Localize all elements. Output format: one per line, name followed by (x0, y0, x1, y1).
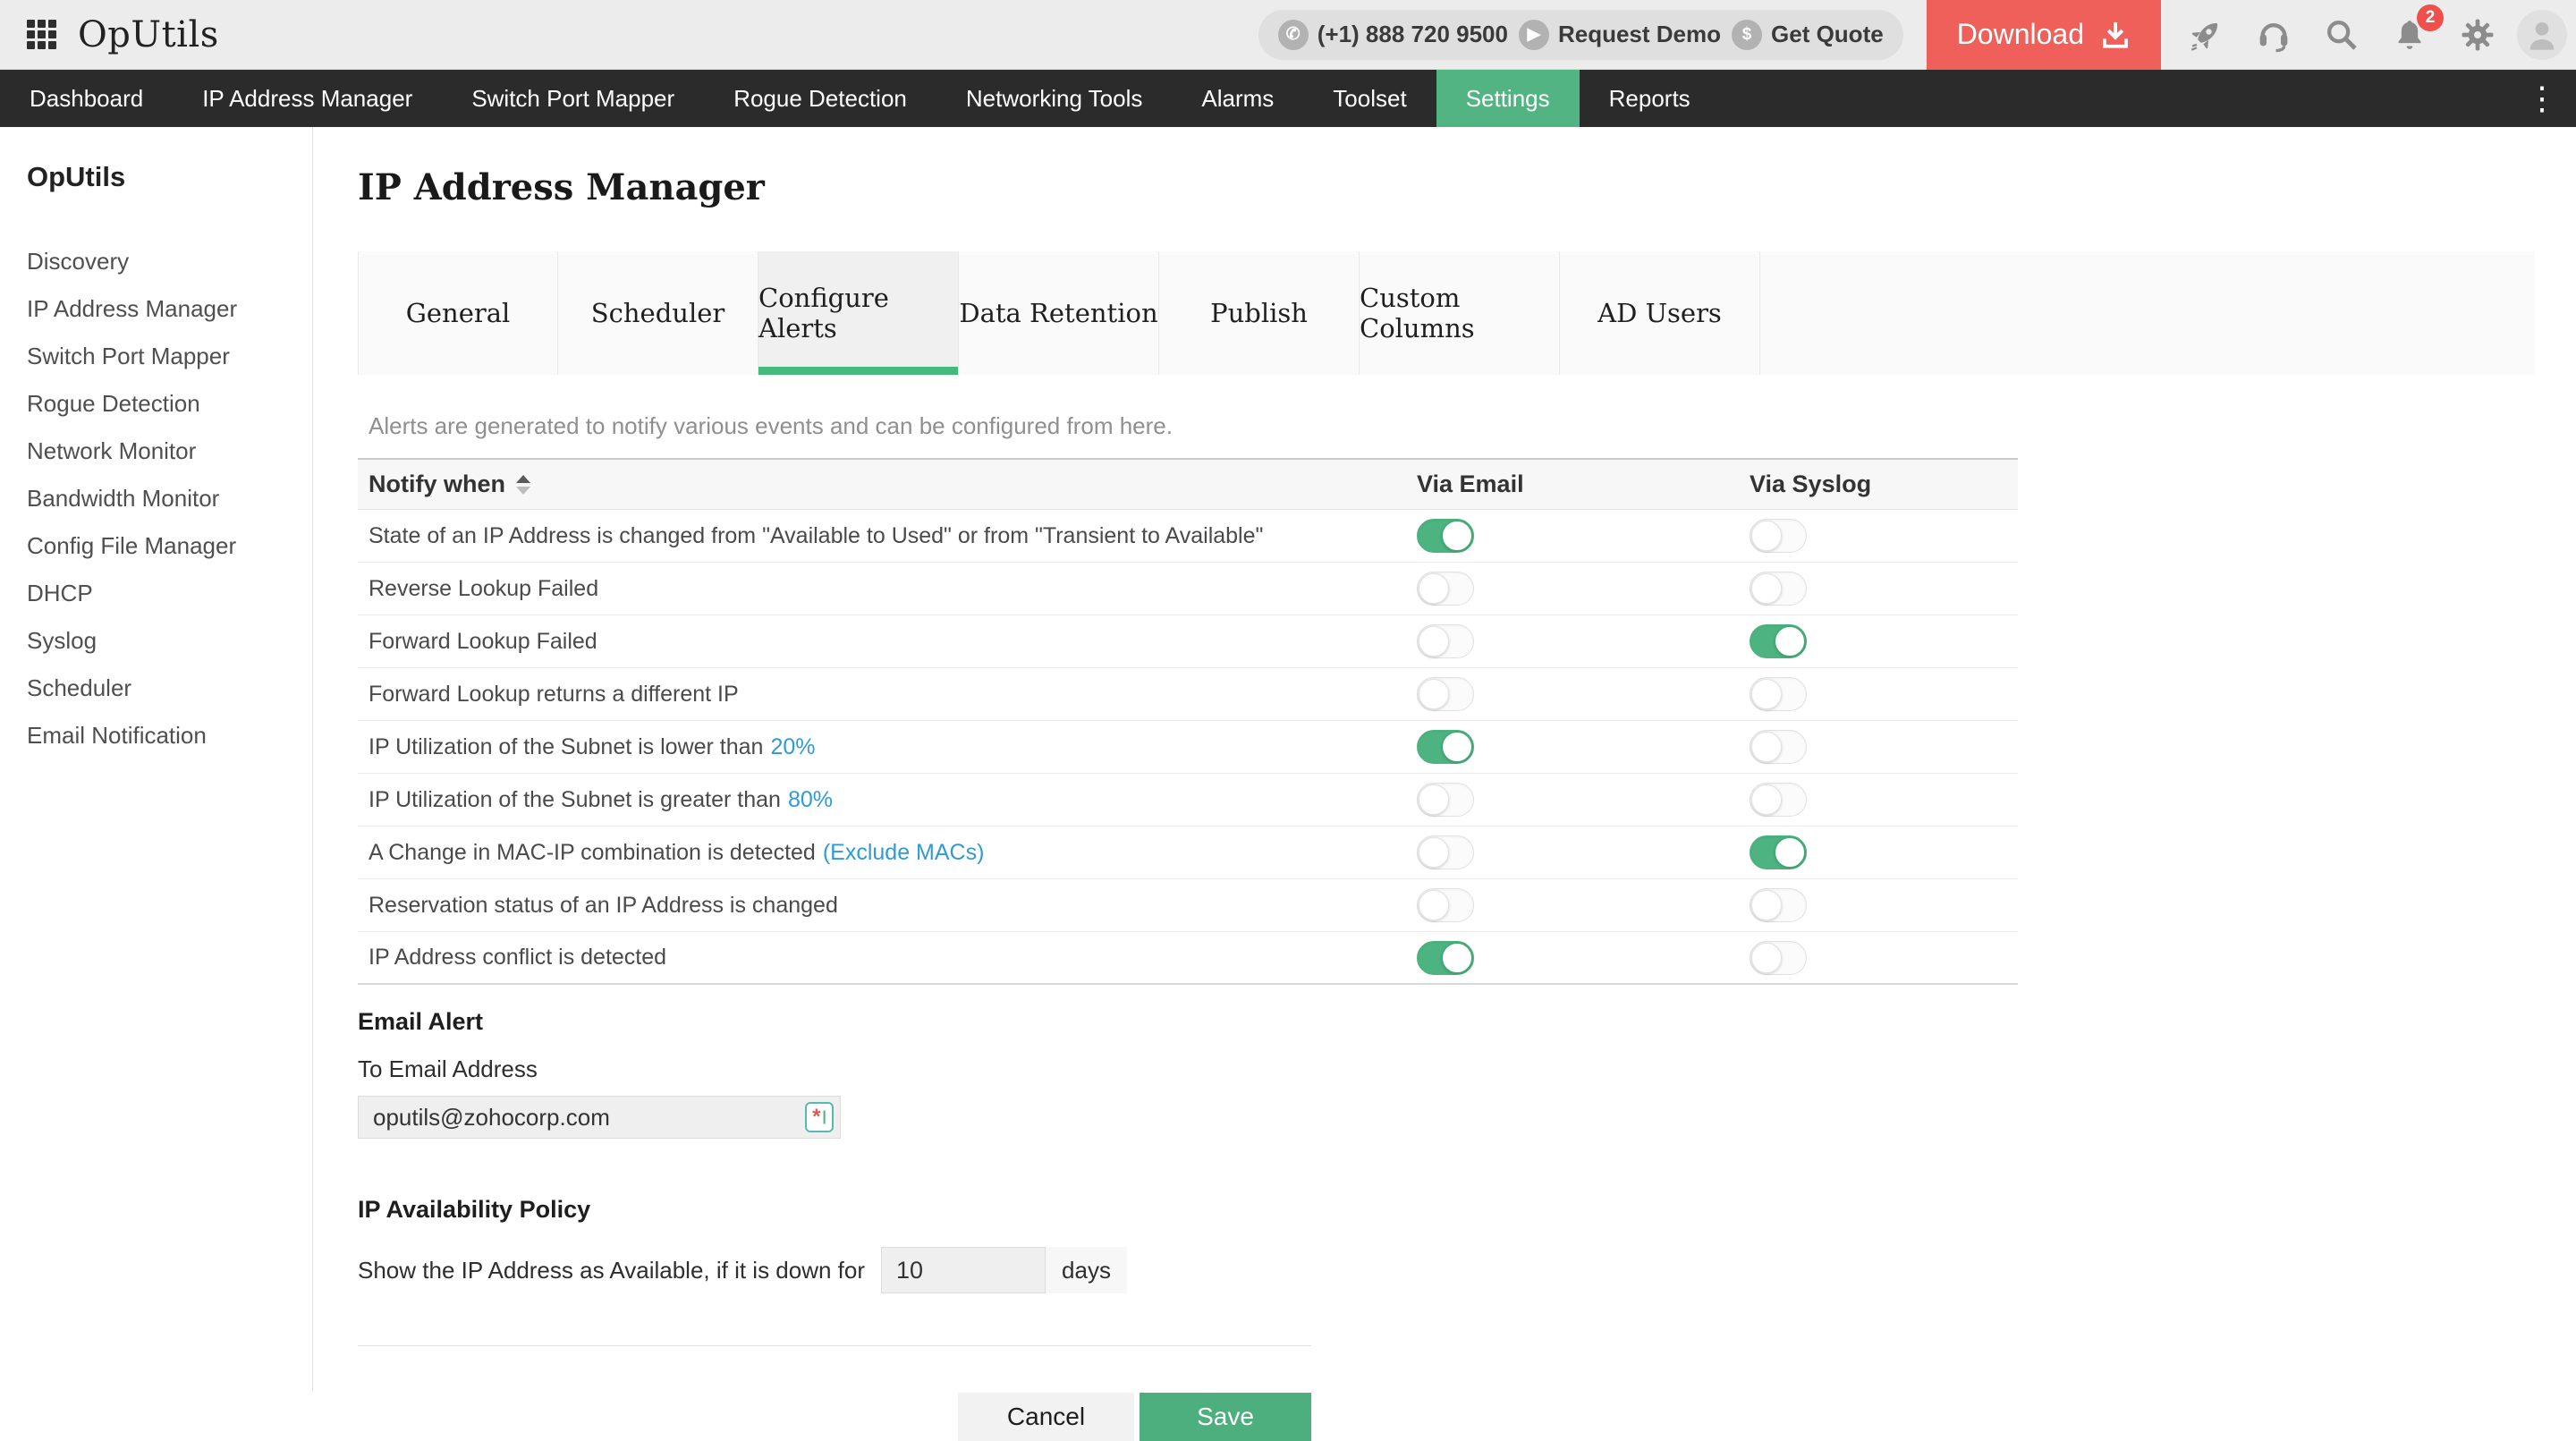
to-email-address-label: To Email Address (358, 1055, 538, 1082)
nav-overflow-kebab-icon[interactable]: ⋮ (2526, 80, 2558, 116)
rocket-icon[interactable] (2188, 17, 2224, 53)
via-email-toggle[interactable] (1417, 677, 1474, 711)
get-quote-label: Get Quote (1771, 21, 1884, 47)
tab-configure-alerts[interactable]: Configure Alerts (758, 251, 959, 375)
column-via-email: Via Email (1417, 470, 1524, 497)
main-navbar (0, 70, 2576, 127)
row-label: IP Utilization of the Subnet is lower than (369, 733, 764, 759)
request-demo-label: Request Demo (1557, 21, 1722, 47)
sidebar-item-network-monitor[interactable]: Network Monitor (27, 437, 197, 464)
tab-ad-users[interactable]: AD Users (1560, 251, 1760, 375)
row-label: Forward Lookup Failed (369, 628, 597, 654)
user-avatar[interactable] (2517, 10, 2567, 60)
email-alert-heading: Email Alert (358, 1008, 484, 1035)
via-email-toggle[interactable] (1417, 519, 1474, 553)
download-button[interactable] (1927, 0, 2161, 70)
table-row (358, 721, 2018, 774)
merge-field-icon[interactable]: * | (805, 1102, 834, 1132)
down-days-input[interactable] (881, 1247, 1046, 1293)
alerts-description: Alerts are generated to notify various events and can be configured from here. (369, 412, 1173, 439)
nav-item-toolset[interactable]: Toolset (1333, 84, 1407, 112)
app-logo: OpUtils (78, 13, 219, 55)
nav-item-networking-tools[interactable]: Networking Tools (965, 84, 1143, 112)
sidebar-title: OpUtils (27, 161, 126, 192)
row-label: A Change in MAC-IP combination is detected (369, 839, 816, 865)
phone-link[interactable] (1278, 20, 1508, 50)
table-row (358, 668, 2018, 721)
email-input-wrap (358, 1096, 841, 1139)
days-unit-label: days (1046, 1247, 1127, 1293)
utilization-low-threshold-link[interactable]: 20% (770, 733, 816, 759)
nav-item-dashboard[interactable]: Dashboard (30, 84, 144, 112)
table-row (358, 774, 2018, 826)
phone-icon: ✆ (1278, 20, 1309, 50)
alerts-table (358, 458, 2018, 985)
via-email-toggle[interactable] (1417, 624, 1474, 658)
sidebar-item-rogue-detection[interactable]: Rogue Detection (27, 390, 200, 417)
ip-availability-row (358, 1247, 2535, 1293)
column-via-syslog: Via Syslog (1750, 470, 1872, 497)
via-syslog-toggle[interactable] (1750, 941, 1807, 975)
nav-item-settings[interactable]: Settings (1436, 70, 1580, 127)
video-icon: ▶ (1519, 20, 1549, 50)
page-title: IP Address Manager (358, 166, 765, 208)
nav-item-ip-address-manager[interactable]: IP Address Manager (202, 84, 413, 112)
topbar (0, 0, 2576, 70)
contact-pill (1258, 10, 1903, 60)
notification-bell-icon[interactable] (2392, 7, 2436, 53)
via-email-toggle[interactable] (1417, 730, 1474, 764)
via-syslog-toggle[interactable] (1750, 572, 1807, 606)
topbar-icon-row (2188, 7, 2496, 53)
table-row (358, 615, 2018, 668)
form-divider (358, 1345, 1311, 1346)
via-email-toggle[interactable] (1417, 572, 1474, 606)
sidebar-item-discovery[interactable]: Discovery (27, 248, 130, 275)
search-icon[interactable] (2324, 17, 2360, 53)
tab-data-retention[interactable]: Data Retention (959, 251, 1159, 375)
availability-label: Show the IP Address as Available, if it is down for (358, 1256, 866, 1284)
column-notify-when: Notify when (369, 470, 505, 497)
sidebar-item-bandwidth-monitor[interactable]: Bandwidth Monitor (27, 485, 220, 512)
sidebar-item-email-notification[interactable]: Email Notification (27, 722, 207, 749)
via-syslog-toggle[interactable] (1750, 835, 1807, 869)
support-headset-icon[interactable] (2256, 17, 2292, 53)
via-syslog-toggle[interactable] (1750, 730, 1807, 764)
form-actions (358, 1393, 1311, 1441)
phone-number: (+1) 888 720 9500 (1317, 21, 1508, 47)
sidebar-list (27, 238, 312, 759)
sidebar-item-dhcp[interactable]: DHCP (27, 580, 93, 606)
via-syslog-toggle[interactable] (1750, 519, 1807, 553)
row-label: IP Utilization of the Subnet is greater than (369, 786, 781, 812)
nav-item-alarms[interactable]: Alarms (1201, 84, 1275, 112)
row-label: Reverse Lookup Failed (369, 575, 599, 601)
via-syslog-toggle[interactable] (1750, 677, 1807, 711)
nav-item-switch-port-mapper[interactable]: Switch Port Mapper (471, 84, 675, 112)
sidebar-item-scheduler[interactable]: Scheduler (27, 674, 132, 701)
row-label: State of an IP Address is changed from "Available to Used" or from "Transient to Available" (369, 522, 1264, 548)
settings-gear-icon[interactable] (2460, 17, 2496, 53)
utilization-high-threshold-link[interactable]: 80% (787, 786, 833, 812)
sort-icon[interactable] (516, 475, 530, 495)
tab-strip (358, 251, 2535, 375)
exclude-macs-link[interactable]: (Exclude MACs) (822, 839, 985, 865)
via-email-toggle[interactable] (1417, 888, 1474, 922)
row-label: Forward Lookup returns a different IP (369, 681, 739, 707)
table-row (358, 563, 2018, 615)
via-email-toggle[interactable] (1417, 783, 1474, 817)
row-label: Reservation status of an IP Address is changed (369, 892, 838, 918)
request-demo-link[interactable] (1519, 20, 1721, 50)
ip-availability-policy-heading: IP Availability Policy (358, 1196, 591, 1223)
tab-publish[interactable]: Publish (1159, 251, 1360, 375)
table-row (358, 510, 2018, 563)
save-button[interactable]: Save (1140, 1393, 1311, 1441)
dollar-icon: $ (1732, 20, 1762, 50)
download-label: Download (1956, 18, 2084, 50)
app-grid-icon[interactable] (27, 20, 56, 49)
tab-scheduler[interactable]: Scheduler (558, 251, 758, 375)
sidebar-item-ip-address-manager[interactable]: IP Address Manager (27, 295, 238, 322)
download-icon (2100, 20, 2131, 50)
person-icon (2524, 17, 2560, 53)
table-row (358, 879, 2018, 932)
page-layout (0, 127, 2576, 1430)
nav-item-reports[interactable]: Reports (1608, 84, 1690, 112)
row-label: IP Address conflict is detected (369, 945, 667, 970)
via-email-toggle[interactable] (1417, 835, 1474, 869)
sidebar-item-switch-port-mapper[interactable]: Switch Port Mapper (27, 343, 230, 369)
table-row (358, 826, 2018, 879)
sidebar-item-config-file-manager[interactable]: Config File Manager (27, 532, 237, 559)
via-syslog-toggle[interactable] (1750, 624, 1807, 658)
settings-sidebar (0, 127, 313, 1391)
via-syslog-toggle[interactable] (1750, 888, 1807, 922)
tab-custom-columns[interactable]: Custom Columns (1360, 251, 1560, 375)
via-syslog-toggle[interactable] (1750, 783, 1807, 817)
cancel-button[interactable]: Cancel (958, 1393, 1134, 1441)
tab-general[interactable]: General (358, 251, 558, 375)
main-content (313, 127, 2576, 1430)
topbar-right (1258, 0, 2576, 69)
get-quote-link[interactable] (1732, 20, 1884, 50)
via-email-toggle[interactable] (1417, 941, 1474, 975)
nav-item-rogue-detection[interactable]: Rogue Detection (733, 84, 907, 112)
sidebar-item-syslog[interactable]: Syslog (27, 627, 97, 654)
alerts-table-header (358, 458, 2018, 510)
notification-badge: 2 (2417, 4, 2444, 31)
to-email-address-input[interactable] (358, 1096, 841, 1139)
table-row (358, 932, 2018, 985)
